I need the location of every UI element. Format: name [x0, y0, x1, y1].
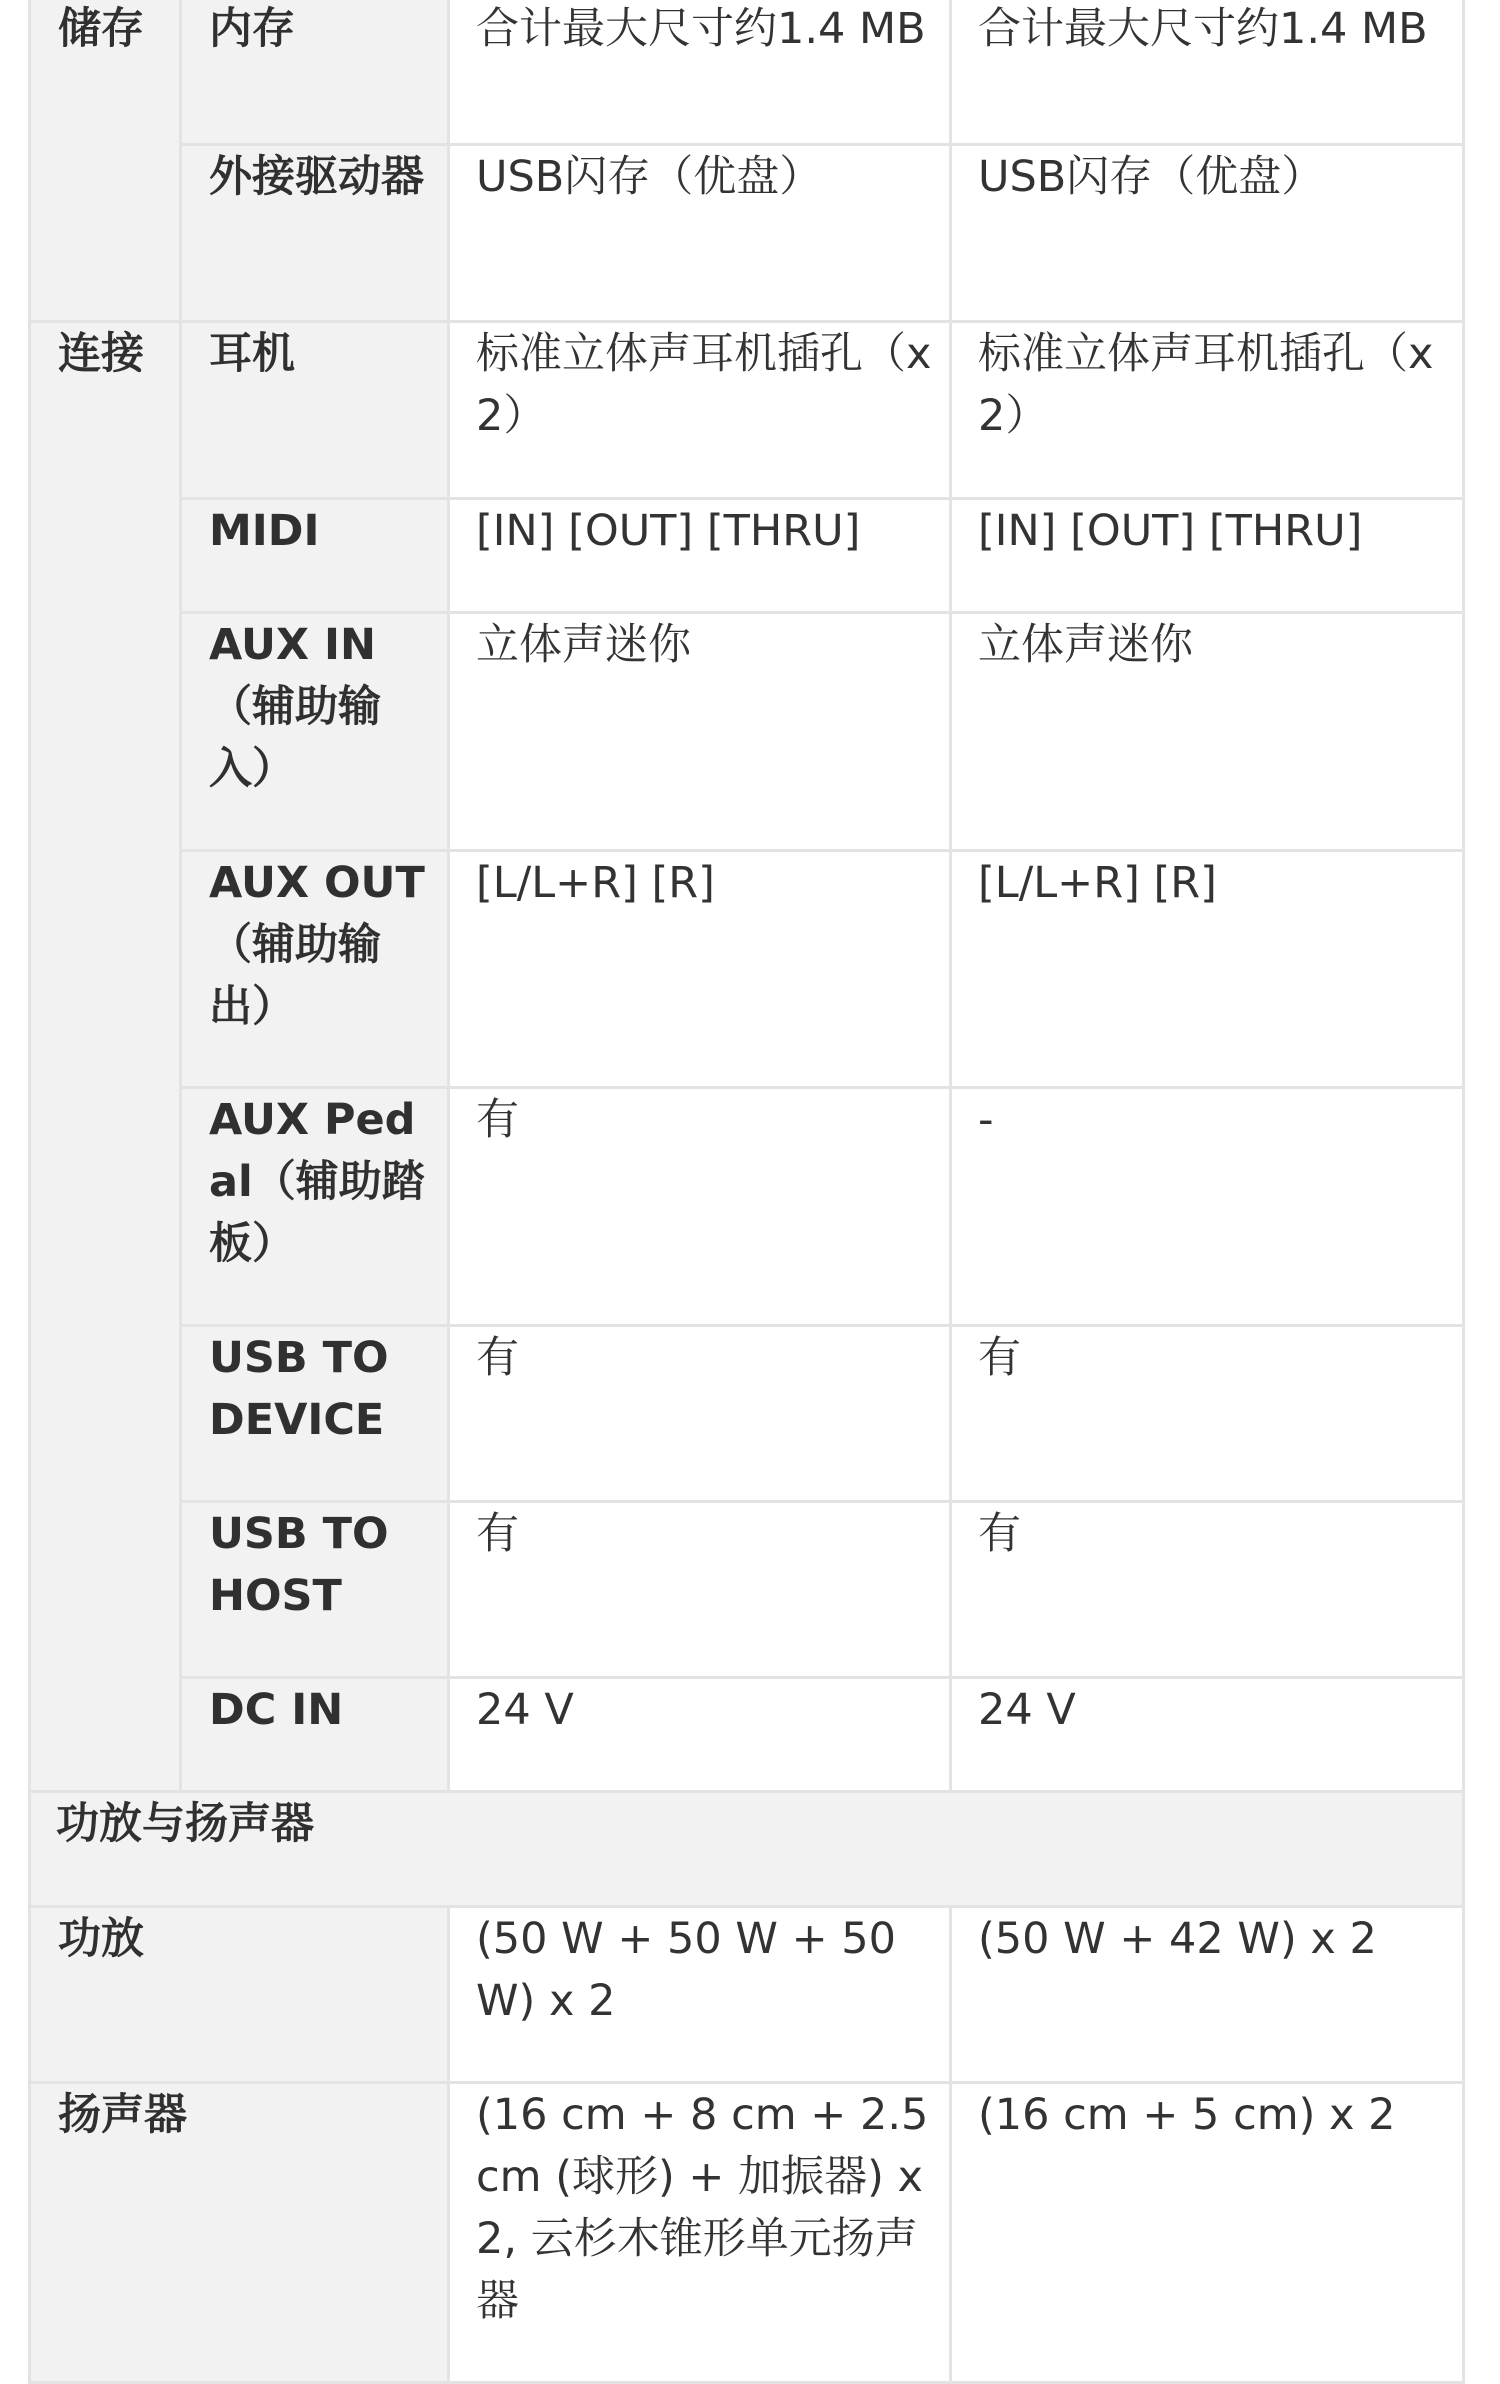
spec-label-aux-in: AUX IN（辅助输入）	[181, 613, 449, 851]
spec-label-usb-to-host: USB TO HOST	[181, 1502, 449, 1678]
table-row	[30, 0, 1464, 145]
spec-value-aux-out-model-a: [L/L+R] [R]	[449, 851, 951, 1088]
spec-value-amplifier-model-a: (50 W + 50 W + 50 W) x 2	[449, 1907, 951, 2083]
table-row	[30, 499, 1464, 613]
spec-value-dc-in-model-a: 24 V	[449, 1678, 951, 1792]
spec-label-dc-in: DC IN	[181, 1678, 449, 1792]
spec-value-usb-to-device-model-b: 有	[951, 1326, 1464, 1502]
spec-label-headphones: 耳机	[181, 322, 449, 499]
spec-label-aux-out: AUX OUT（辅助输出）	[181, 851, 449, 1088]
spec-value-dc-in-model-b: 24 V	[951, 1678, 1464, 1792]
spec-value-headphones-model-a: 标准立体声耳机插孔（x 2）	[449, 322, 951, 499]
spec-value-aux-out-model-b: [L/L+R] [R]	[951, 851, 1464, 1088]
table-row	[30, 1907, 1464, 2083]
spec-label-aux-pedal: AUX Pedal（辅助踏板）	[181, 1088, 449, 1326]
table-row	[30, 322, 1464, 499]
spec-label-midi: MIDI	[181, 499, 449, 613]
table-row	[30, 1088, 1464, 1326]
spec-label-memory: 内存	[181, 0, 449, 145]
table-row	[30, 1502, 1464, 1678]
section-title-amp-speakers: 功放与扬声器	[30, 1792, 1464, 1907]
spec-label-amplifier: 功放	[30, 1907, 449, 2083]
spec-label-speakers: 扬声器	[30, 2083, 449, 2383]
spec-value-external-drive-model-a: USB闪存（优盘）	[449, 145, 951, 322]
spec-value-headphones-model-b: 标准立体声耳机插孔（x 2）	[951, 322, 1464, 499]
spec-table	[28, 0, 1465, 2384]
spec-label-external-drive: 外接驱动器	[181, 145, 449, 322]
table-row	[30, 2083, 1464, 2383]
category-storage: 储存	[30, 0, 181, 322]
spec-value-external-drive-model-b: USB闪存（优盘）	[951, 145, 1464, 322]
spec-value-aux-in-model-a: 立体声迷你	[449, 613, 951, 851]
table-row	[30, 613, 1464, 851]
spec-value-aux-in-model-b: 立体声迷你	[951, 613, 1464, 851]
spec-value-aux-pedal-model-b: -	[951, 1088, 1464, 1326]
table-row	[30, 145, 1464, 322]
spec-value-midi-model-a: [IN] [OUT] [THRU]	[449, 499, 951, 613]
spec-value-memory-model-b: 合计最大尺寸约1.4 MB	[951, 0, 1464, 145]
spec-label-usb-to-device: USB TO DEVICE	[181, 1326, 449, 1502]
spec-value-aux-pedal-model-a: 有	[449, 1088, 951, 1326]
spec-value-midi-model-b: [IN] [OUT] [THRU]	[951, 499, 1464, 613]
spec-value-memory-model-a: 合计最大尺寸约1.4 MB	[449, 0, 951, 145]
spec-value-usb-to-device-model-a: 有	[449, 1326, 951, 1502]
table-row	[30, 1792, 1464, 1907]
table-row	[30, 1326, 1464, 1502]
spec-value-speakers-model-a: (16 cm + 8 cm + 2.5 cm (球形) + 加振器) x 2, 云杉木锥形单元扬声器	[449, 2083, 951, 2383]
spec-value-usb-to-host-model-b: 有	[951, 1502, 1464, 1678]
table-row	[30, 1678, 1464, 1792]
spec-value-amplifier-model-b: (50 W + 42 W) x 2	[951, 1907, 1464, 2083]
spec-value-usb-to-host-model-a: 有	[449, 1502, 951, 1678]
category-connectivity: 连接	[30, 322, 181, 1792]
table-row	[30, 851, 1464, 1088]
spec-value-speakers-model-b: (16 cm + 5 cm) x 2	[951, 2083, 1464, 2383]
